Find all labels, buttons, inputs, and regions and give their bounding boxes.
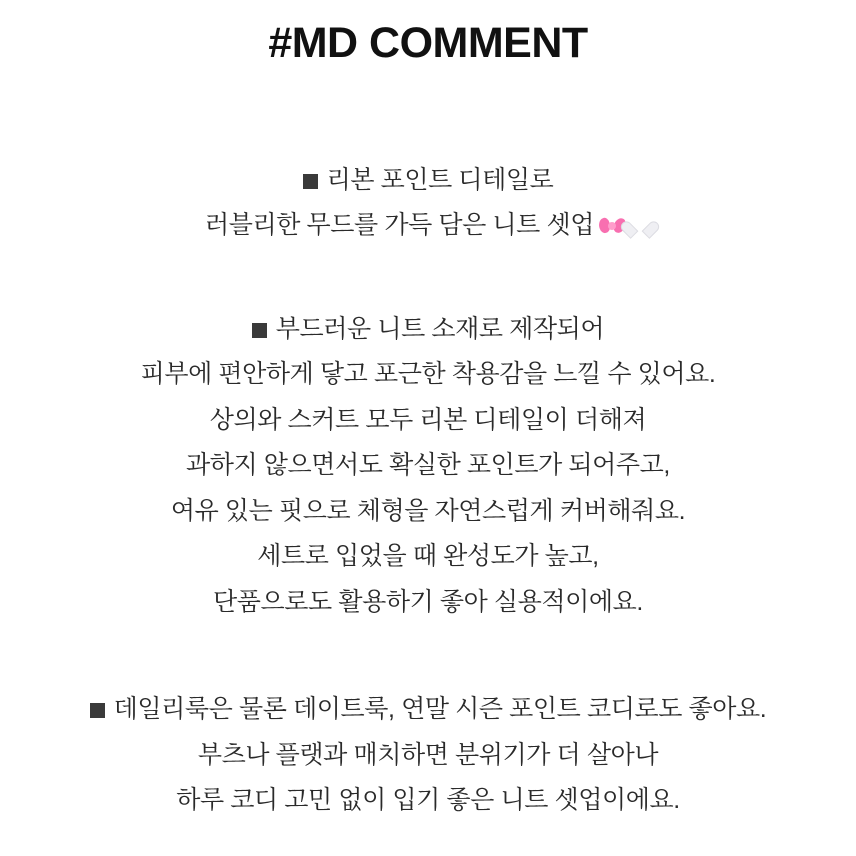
section-3-line-3: 하루 코디 고민 없이 입기 좋은 니트 셋업이에요. (176, 786, 680, 815)
white-heart-emoji (629, 216, 651, 236)
section-2-line-6: 세트로 입었을 때 완성도가 높고, (257, 542, 599, 571)
section-2-line-7: 단품으로도 활용하기 좋아 실용적이에요. (213, 587, 643, 616)
section-3-line-1-text: 데일리룩은 물론 데이트룩, 연말 시즌 포인트 코디로도 좋아요. (113, 695, 767, 724)
comment-section-1 (0, 158, 856, 249)
section-3-line-1 (0, 687, 856, 733)
section-1-line-2-text: 러블리한 무드를 가득 담은 니트 셋업 (205, 211, 594, 240)
section-1-line-1 (0, 158, 856, 204)
section-2-line-2: 피부에 편안하게 닿고 포근한 착용감을 느낄 수 있어요. (140, 360, 716, 389)
section-2-line-1 (0, 307, 856, 353)
page-title: #MD COMMENT (268, 19, 588, 67)
section-2-line-4: 과하지 않으면서도 확실한 포인트가 되어주고, (186, 451, 670, 480)
section-2-line-5: 여유 있는 핏으로 체형을 자연스럽게 커버해줘요. (170, 496, 686, 525)
section-2-line-1-text: 부드러운 니트 소재로 제작되어 (275, 314, 605, 343)
section-1-line-2 (0, 203, 856, 249)
comment-section-2 (0, 307, 856, 626)
square-bullet-icon (303, 174, 318, 189)
section-3-line-2: 부츠나 플랫과 매치하면 분위기가 더 살아나 (197, 740, 659, 769)
square-bullet-icon (90, 703, 105, 718)
square-bullet-icon (252, 323, 267, 338)
section-2-line-3: 상의와 스커트 모두 리본 디테일이 더해져 (209, 405, 647, 434)
comment-section-3 (0, 687, 856, 824)
section-1-line-1-text: 리본 포인트 디테일로 (326, 165, 554, 194)
